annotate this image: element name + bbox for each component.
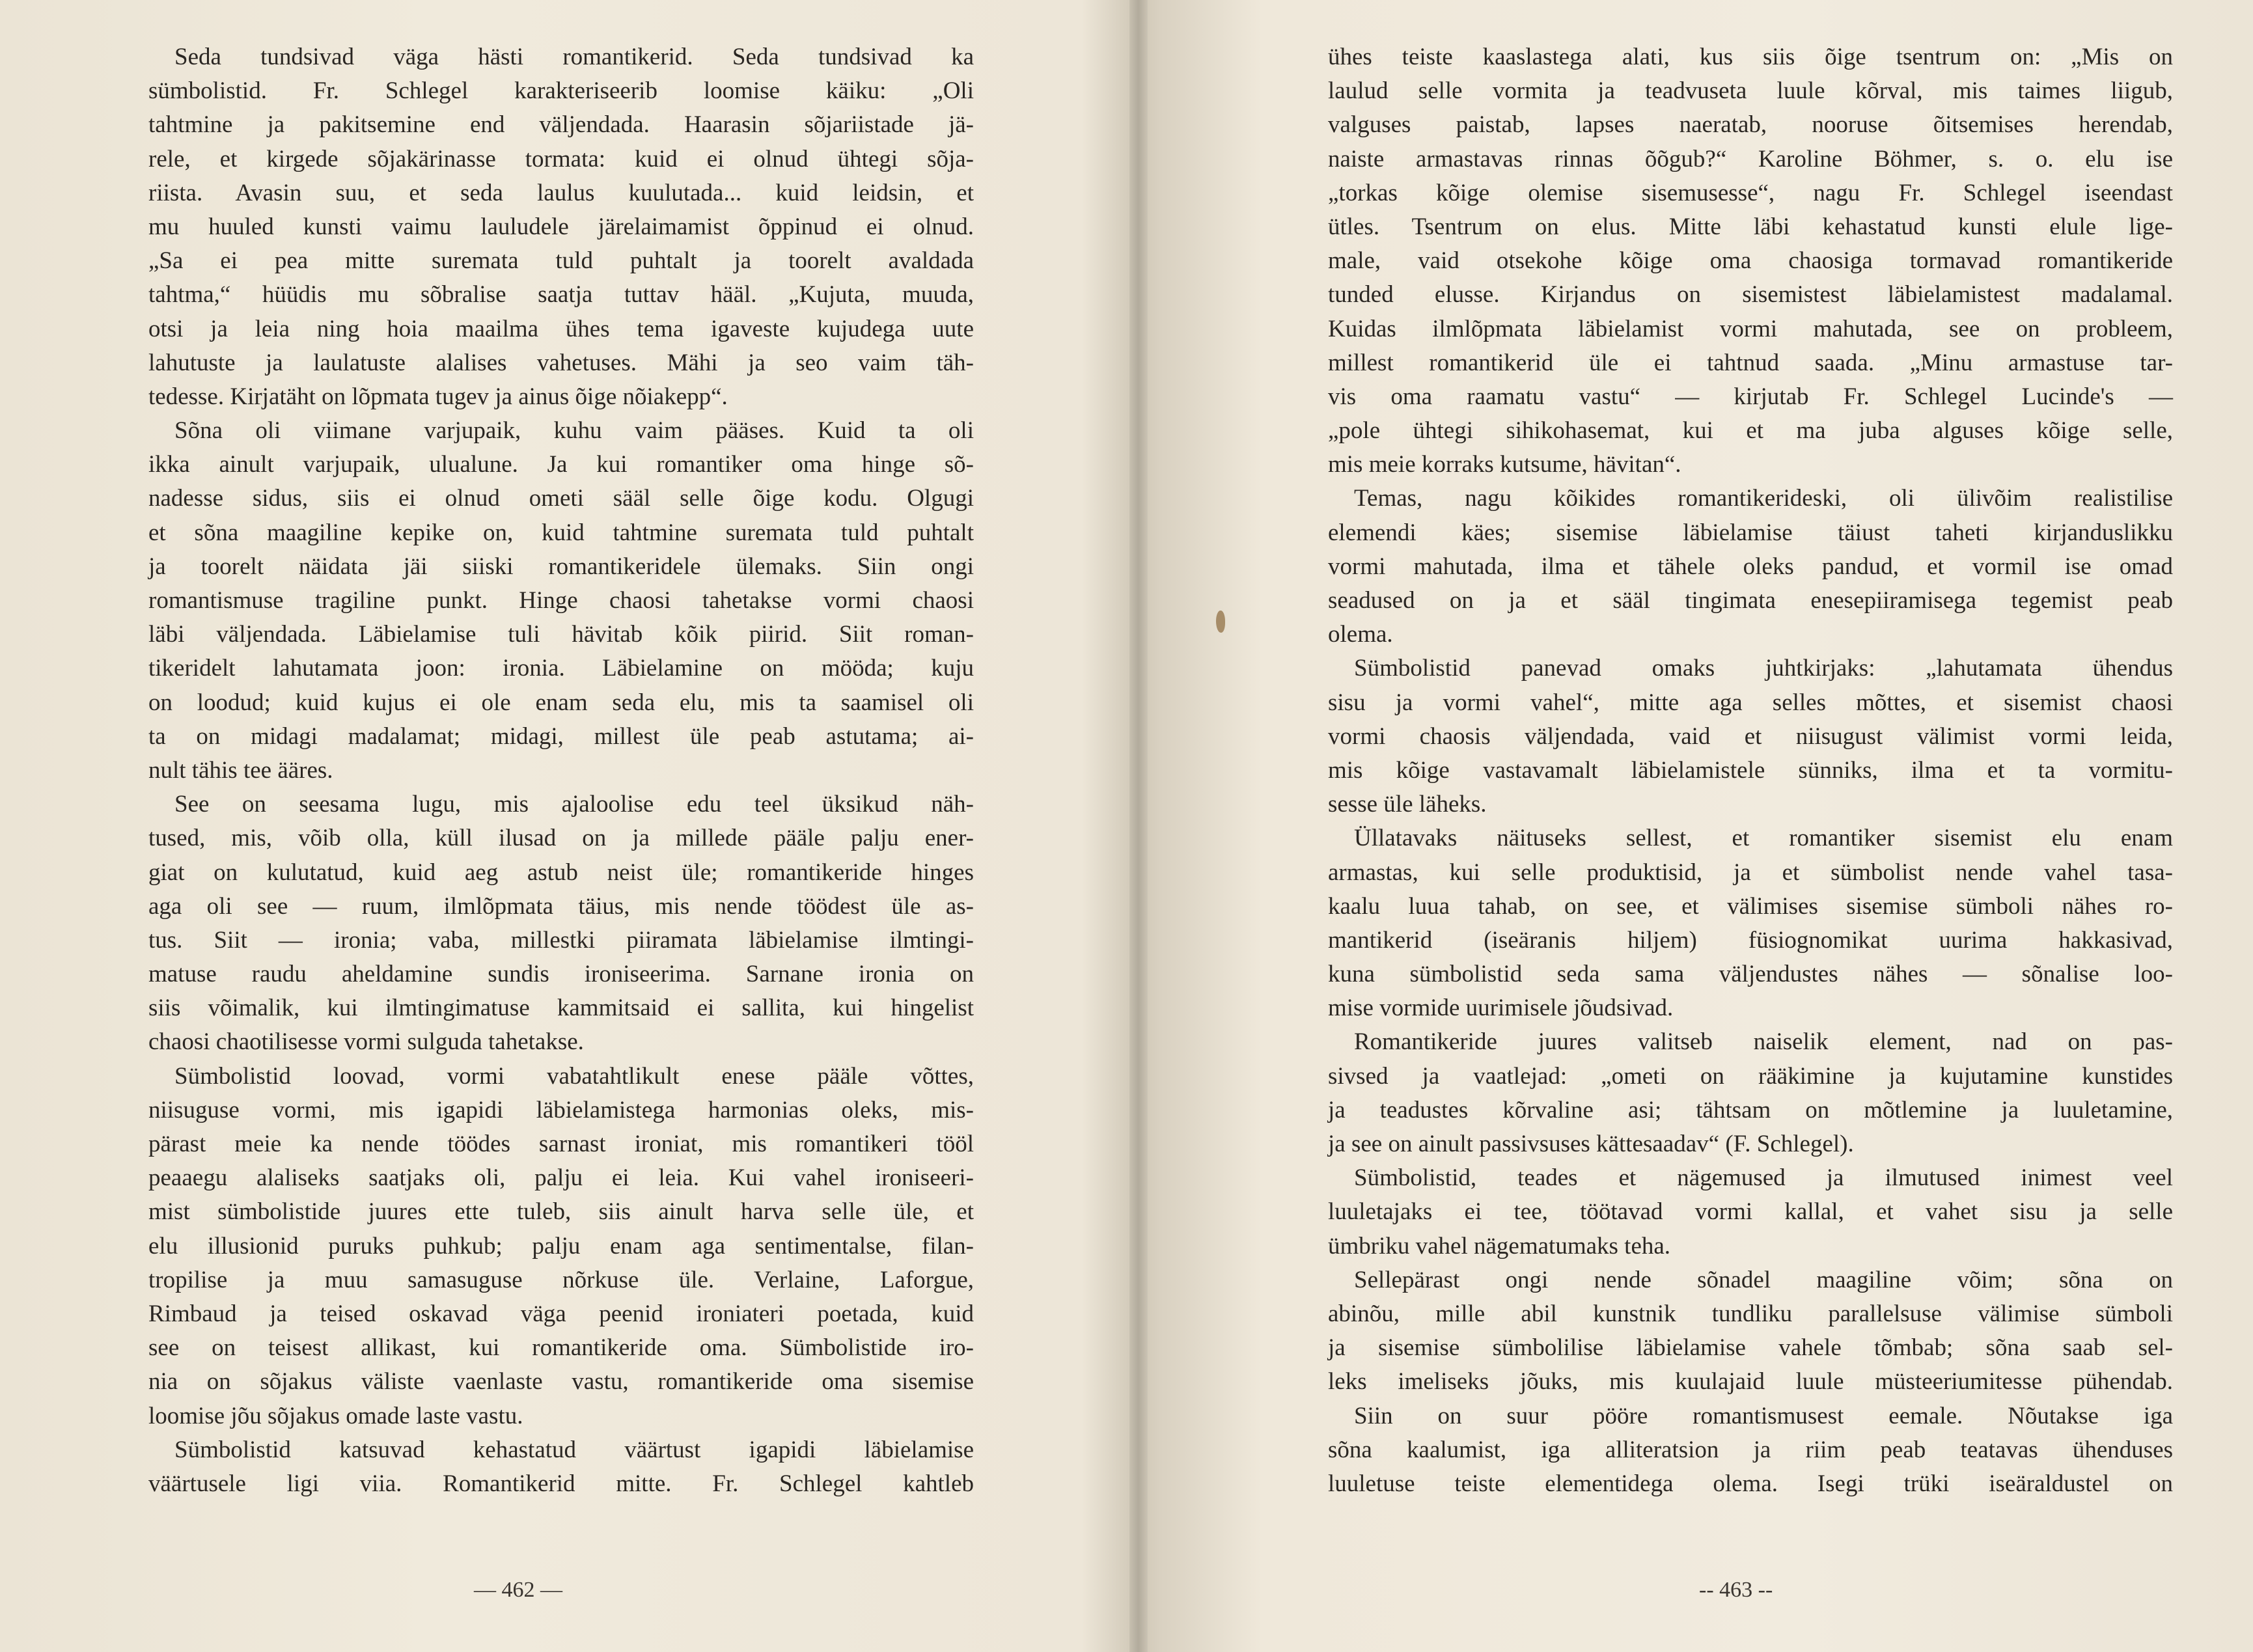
text-line: riista. Avasin suu, et seda laulus kuulutada... kuid leidsin, et <box>148 179 974 206</box>
text-line: romantismuse tragiline punkt. Hinge chaosi tahetakse vormi chaosi <box>148 587 974 614</box>
text-line: vormi chaosis väljendada, vaid et niisugust välimist vormi leida, <box>1328 723 2173 750</box>
text-line: ikka ainult varjupaik, ulualune. Ja kui romantiker oma hinge sõ- <box>148 451 974 478</box>
text-line: see on teisest allikast, kui romantikeride oma. Sümbolistide iro- <box>148 1334 974 1362</box>
text-line: Romantikeride juures valitseb naiselik element, nad on pas- <box>1354 1028 2173 1056</box>
text-line: Siin on suur pööre romantismusest eemale. Nõutakse iga <box>1354 1402 2173 1429</box>
text-line: chaosi chaotilisesse vormi sulguda tahetakse. <box>148 1028 584 1056</box>
text-line: luuletajaks ei tee, töötavad vormi kallal, et vahet sisu ja selle <box>1328 1198 2173 1226</box>
text-line: „Sa ei pea mitte suremata tuld puhtalt ja toorelt avaldada <box>148 247 974 275</box>
left-page <box>148 40 974 1501</box>
text-line: et sõna maagiline kepike on, kuid tahtmine suremata tuld puhtalt <box>148 519 974 546</box>
text-line: elemendi käes; sisemise läbielamise täiust taheti kirjanduslikku <box>1328 519 2173 546</box>
text-line: mis meie korraks kutsume, hävitan“. <box>1328 451 1681 478</box>
text-line: abinõu, mille abil kunstnik tundliku parallelsuse välimise sümboli <box>1328 1300 2173 1327</box>
text-line: naiste armastavas rinnas õõgub?“ Karoline Böhmer, s. o. elu ise <box>1328 145 2173 172</box>
page-number-left: — 462 — <box>474 1578 562 1602</box>
text-line: ja see on ainult passivsuses kättesaadav“ (F. Schlegel). <box>1328 1131 1854 1157</box>
text-line: giat on kulutatud, kuid aeg astub neist üle; romantikeride hinges <box>148 859 974 886</box>
text-line: elu illusionid puruks puhkub; palju enam aga sentimentalse, filan- <box>148 1232 974 1260</box>
text-line: seadused on ja et sääl tingimata enesepiiramisega tegemist peab <box>1328 587 2173 614</box>
text-line: tahtmine ja pakitsemine end väljendada. Haarasin sõjariistade jä- <box>148 111 974 139</box>
text-line: „pole ühtegi sihikohasemat, kui et ma juba alguses kõige selle, <box>1328 417 2173 445</box>
text-line: Seda tundsivad väga hästi romantikerid. Seda tundsivad ka <box>174 44 974 70</box>
text-line: rele, et kirgede sõjakärinasse tormata: kuid ei olnud ühtegi sõja- <box>148 145 974 172</box>
text-line: ja sisemise sümbolilise läbielamise vahele tõmbab; sõna saab sel- <box>1328 1334 2173 1362</box>
text-line: ja toorelt näidata jäi siiski romantikeridele ülemaks. Siin ongi <box>148 553 974 580</box>
text-line: leks imeliseks jõuks, mis kuulajaid luule müsteeriumitesse pühendab. <box>1328 1368 2173 1396</box>
text-line: Kuidas ilmlõpmata läbielamist vormi mahutada, see on probleem, <box>1328 315 2173 342</box>
text-line: tikeridelt lahutamata joon: ironia. Läbielamine on mööda; kuju <box>148 655 974 682</box>
text-line: ümbriku vahel nägematumaks teha. <box>1328 1232 1671 1260</box>
text-line: aga oli see — ruum, ilmlõpmata täius, mis nende töödest üle as- <box>148 892 974 920</box>
text-line: ühes teiste kaaslastega alati, kus siis õige tsentrum on: „Mis on <box>1328 44 2173 70</box>
text-line: vormi mahutada, ilma et tähele oleks pandud, et vormil ise omad <box>1328 553 2173 580</box>
text-line: matuse raudu aheldamine sundis ironiseerima. Sarnane ironia on <box>148 961 974 988</box>
text-line: laulud selle vormita ja teadvuseta luule kõrval, mis taimes liigub, <box>1328 77 2173 105</box>
text-line: tahtma,“ hüüdis mu sõbralise saatja tuttav hääl. „Kujuta, muuda, <box>148 281 974 309</box>
text-line: otsi ja leia ning hoia maailma ühes tema igaveste kujudega uute <box>148 315 974 342</box>
text-line: nult tähis tee ääres. <box>148 756 333 784</box>
text-line: Sümbolistid loovad, vormi vabatahtlikult enese pääle võttes, <box>174 1062 974 1090</box>
text-line: ütles. Tsentrum on elus. Mitte läbi kehastatud kunsti elule lige- <box>1328 213 2173 240</box>
text-line: luuletuse teiste elementidega olema. Isegi trüki iseäraldustel on <box>1328 1470 2173 1497</box>
text-line: „torkas kõige olemise sisemusesse“, nagu Fr. Schlegel iseendast <box>1328 179 2173 206</box>
text-line: vis oma raamatu vastu“ — kirjutab Fr. Schlegel Lucinde's — <box>1328 383 2173 410</box>
text-line: Rimbaud ja teised oskavad väga peenid ironiateri poetada, kuid <box>148 1300 974 1327</box>
text-line: mist sümbolistide juures ette tuleb, siis ainult harva selle üle, et <box>148 1198 974 1226</box>
text-line: mu huuled kunsti vaimu lauludele järelaimamist õppinud ei olnud. <box>148 213 974 240</box>
text-line: loomise jõu sõjakus omade laste vastu. <box>148 1402 523 1429</box>
text-line: valguses paistab, lapses naeratab, nooruse õitsemises herendab, <box>1328 111 2173 139</box>
text-line: Sümbolistid katsuvad kehastatud väärtust igapidi läbielamise <box>174 1436 974 1463</box>
text-line: pärast meie ka nende töödes sarnast ironiat, mis romantikeri tööl <box>148 1131 974 1157</box>
text-line: Sümbolistid panevad omaks juhtkirjaks: „lahutamata ühendus <box>1354 655 2173 682</box>
text-line: tunded elusse. Kirjandus on sisemistest läbielamistest madalamal. <box>1328 281 2173 309</box>
text-line: See on seesama lugu, mis ajaloolise edu teel üksikud näh- <box>174 791 974 818</box>
book-gutter <box>1129 0 1148 1652</box>
text-line: armastas, kui selle produktisid, ja et sümbolist nende vahel tasa- <box>1328 859 2173 886</box>
text-line: siis võimalik, kui ilmtingimatuse kammitsaid ei sallita, kui hingelist <box>148 995 974 1022</box>
text-line: sesse üle läheks. <box>1328 791 1487 818</box>
text-line: lahutuste ja laulatuste alalises vahetuses. Mähi ja seo vaim täh- <box>148 349 974 376</box>
text-line: tus. Siit — ironia; vaba, millestki piiramata läbielamise ilmtingi- <box>148 926 974 954</box>
text-line: olema. <box>1328 621 1393 648</box>
ink-stain <box>1216 611 1225 633</box>
text-line: sümbolistid. Fr. Schlegel karakteriseerib loomise käiku: „Oli <box>148 77 974 105</box>
text-line: ta on midagi madalamat; midagi, millest üle peab astutama; ai- <box>148 723 974 750</box>
text-line: niisuguse vormi, mis igapidi läbielamistega harmonias oleks, mis- <box>148 1096 974 1123</box>
text-line: Sõna oli viimane varjupaik, kuhu vaim pääses. Kuid ta oli <box>174 417 974 445</box>
text-line: kuna sümbolistid seda sama väljendustes nähes — sõnalise loo- <box>1328 961 2173 988</box>
page-number-right: -- 463 -- <box>1699 1578 1773 1602</box>
text-line: väärtusele ligi viia. Romantikerid mitte. Fr. Schlegel kahtleb <box>148 1470 974 1497</box>
text-line: sisu ja vormi vahel“, mitte aga selles mõttes, et sisemist chaosi <box>1328 689 2173 716</box>
text-line: Temas, nagu kõikides romantikerideski, oli ülivõim realistilise <box>1354 485 2173 512</box>
text-line: läbi väljendada. Läbielamise tuli hävitab kõik piirid. Siit roman- <box>148 621 974 648</box>
text-line: mantikerid (iseäranis hiljem) füsiognomikat uurima hakkasivad, <box>1328 926 2173 954</box>
text-line: sivsed ja vaatlejad: „ometi on rääkimine ja kujutamine kunstides <box>1328 1062 2173 1090</box>
text-line: mise vormide uurimisele jõudsivad. <box>1328 995 1674 1022</box>
text-line: on loodud; kuid kujus ei ole enam seda elu, mis ta saamisel oli <box>148 689 974 716</box>
text-line: peaaegu alaliseks saatjaks oli, palju ei leia. Kui vahel ironiseeri- <box>148 1164 974 1192</box>
text-line: nadesse sidus, siis ei olnud ometi sääl selle õige kodu. Olgugi <box>148 485 974 512</box>
text-line: male, vaid otsekohe kõige oma chaosiga tormavad romantikeride <box>1328 247 2173 275</box>
text-line: tropilise ja muu samasuguse nõrkuse üle. Verlaine, Laforgue, <box>148 1266 974 1293</box>
text-line: ja teadustes kõrvaline asi; tähtsam on mõtlemine ja luuletamine, <box>1328 1096 2173 1123</box>
text-line: mis kõige vastavamalt läbielamistele sünniks, ilma et ta vormitu- <box>1328 756 2173 784</box>
text-line: Sümbolistid, teades et nägemused ja ilmutused inimest veel <box>1354 1164 2173 1192</box>
text-line: tused, mis, võib olla, küll ilusad on ja millede pääle palju ener- <box>148 825 974 852</box>
text-line: kaalu luua tahab, on see, et välimises sisemise sümboli nähes ro- <box>1328 892 2173 920</box>
text-line: sõna kaalumist, iga alliteratsion ja riim peab teatavas ühenduses <box>1328 1436 2173 1463</box>
text-line: Üllatavaks näituseks sellest, et romantiker sisemist elu enam <box>1354 825 2173 852</box>
text-line: millest romantikerid üle ei tahtnud saada. „Minu armastuse tar- <box>1328 349 2173 376</box>
right-page <box>1328 40 2173 1501</box>
text-line: Sellepärast ongi nende sõnadel maagiline võim; sõna on <box>1354 1266 2173 1293</box>
text-line: tedesse. Kirjatäht on lõpmata tugev ja ainus õige nõiakepp“. <box>148 383 728 410</box>
text-line: nia on sõjakus väliste vaenlaste vastu, romantikeride oma sisemise <box>148 1368 974 1396</box>
